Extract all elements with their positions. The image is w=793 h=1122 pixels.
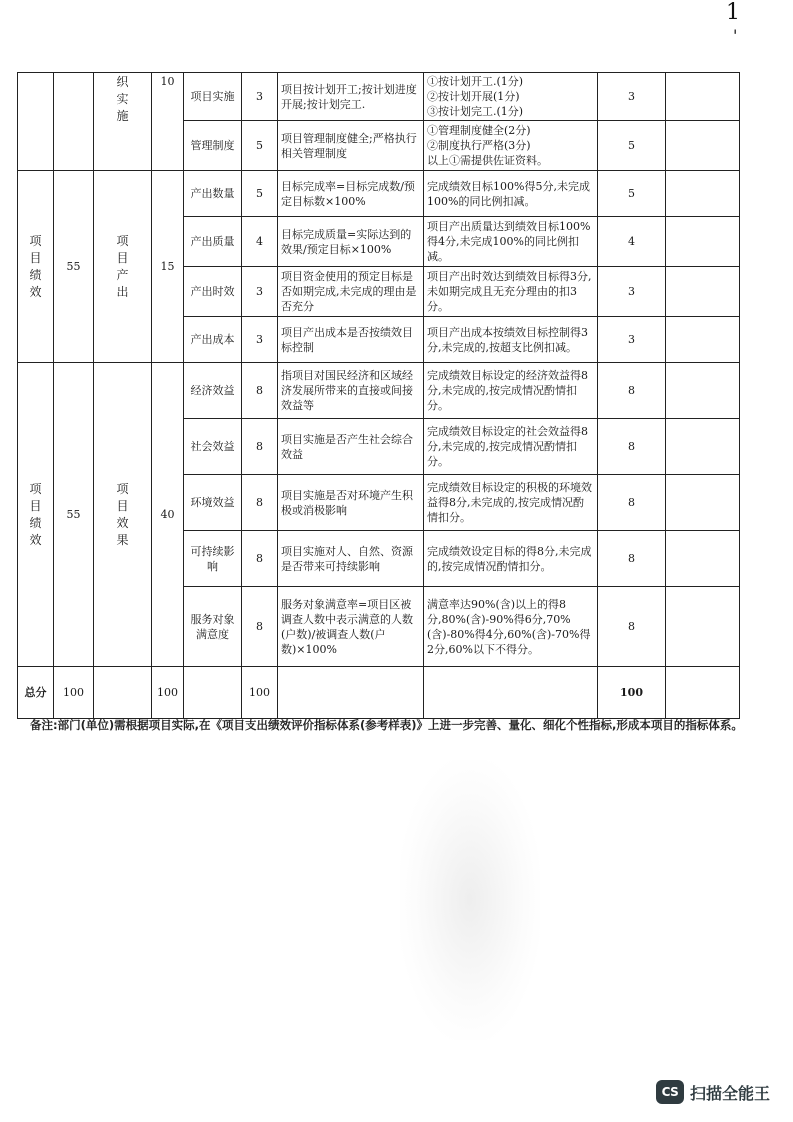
- total-score: 100: [242, 667, 278, 719]
- indicator-name: 产出数量: [184, 171, 242, 217]
- camscanner-icon: CS: [656, 1080, 684, 1104]
- indicator-name: 社会效益: [184, 419, 242, 475]
- indicator-description: 项目实施对人、自然、资源是否带来可持续影响: [278, 531, 424, 587]
- dimension-weight2: 40: [152, 363, 184, 667]
- dimension-level2: 项目产出: [94, 171, 152, 363]
- indicator-table: [17, 72, 740, 719]
- extra-cell: [666, 363, 740, 419]
- dimension-weight1: 55: [54, 363, 94, 667]
- dimension-level2: 项目效果: [94, 363, 152, 667]
- scoring-rule: 项目产出时效达到绩效目标得3分,未如期完成且无充分理由的扣3分。: [424, 267, 598, 317]
- indicator-description: 项目资金使用的预定目标是否如期完成,未完成的理由是否充分: [278, 267, 424, 317]
- extra-cell: [666, 121, 740, 171]
- indicator-score: 8: [242, 587, 278, 667]
- evaluation-result: 4: [598, 217, 666, 267]
- extra-cell: [666, 267, 740, 317]
- dimension-weight2: 15: [152, 171, 184, 363]
- footnote: 备注:部门(单位)需根据项目实际,在《项目支出绩效评价指标体系(参考样表)》上进一步完善、量化、细化个性指标,形成本项目的指标体系。: [30, 718, 743, 732]
- total-result: 100: [598, 667, 666, 719]
- total-empty: [184, 667, 242, 719]
- indicator-name: 项目实施: [184, 73, 242, 121]
- scoring-rule: 完成绩效设定目标的得8分,未完成的,按完成情况酌情扣分。: [424, 531, 598, 587]
- total-empty: [424, 667, 598, 719]
- extra-cell: [666, 73, 740, 121]
- indicator-description: 项目实施是否产生社会综合效益: [278, 419, 424, 475]
- indicator-score: 3: [242, 267, 278, 317]
- indicator-description: 项目管理制度健全;严格执行相关管理制度: [278, 121, 424, 171]
- evaluation-result: 8: [598, 475, 666, 531]
- table-row: [18, 363, 740, 419]
- indicator-name: 服务对象满意度: [184, 587, 242, 667]
- scan-mark: 1: [726, 0, 740, 25]
- indicator-description: 项目产出成本是否按绩效目标控制: [278, 317, 424, 363]
- indicator-name: 环境效益: [184, 475, 242, 531]
- evaluation-result: 8: [598, 363, 666, 419]
- total-empty: [278, 667, 424, 719]
- dimension-level2: 织实施: [94, 73, 152, 171]
- scan-mark: ': [733, 26, 738, 45]
- evaluation-result: 3: [598, 73, 666, 121]
- total-empty: [94, 667, 152, 719]
- scoring-rule: 完成绩效目标100%得5分,未完成100%的同比例扣减。: [424, 171, 598, 217]
- indicator-name: 可持续影响: [184, 531, 242, 587]
- evaluation-result: 5: [598, 121, 666, 171]
- indicator-score: 5: [242, 121, 278, 171]
- indicator-name: 产出时效: [184, 267, 242, 317]
- table-row: [18, 73, 740, 121]
- extra-cell: [666, 217, 740, 267]
- indicator-name: 经济效益: [184, 363, 242, 419]
- indicator-description: 指项目对国民经济和区域经济发展所带来的直接或间接效益等: [278, 363, 424, 419]
- total-label: 总分: [18, 667, 54, 719]
- total-weight1: 100: [54, 667, 94, 719]
- indicator-score: 4: [242, 217, 278, 267]
- extra-cell: [666, 587, 740, 667]
- scoring-rule: ①按计划开工.(1分) ②按计划开展(1分) ③按计划完工.(1分): [424, 73, 598, 121]
- evaluation-result: 5: [598, 171, 666, 217]
- scoring-rule: 完成绩效目标设定的积极的环境效益得8分,未完成的,按完成情况酌情扣分。: [424, 475, 598, 531]
- total-weight2: 100: [152, 667, 184, 719]
- watermark-text: 扫描全能王: [690, 1083, 771, 1103]
- indicator-name: 管理制度: [184, 121, 242, 171]
- indicator-name: 产出成本: [184, 317, 242, 363]
- scoring-rule: 项目产出成本按绩效目标控制得3分,未完成的,按超支比例扣减。: [424, 317, 598, 363]
- total-empty: [666, 667, 740, 719]
- indicator-score: 3: [242, 73, 278, 121]
- scoring-rule: 项目产出质量达到绩效目标100%得4分,未完成100%的同比例扣减。: [424, 217, 598, 267]
- extra-cell: [666, 317, 740, 363]
- indicator-description: 项目按计划开工;按计划进度开展;按计划完工.: [278, 73, 424, 121]
- evaluation-result: 8: [598, 419, 666, 475]
- dimension-weight1: 55: [54, 171, 94, 363]
- evaluation-result: 3: [598, 317, 666, 363]
- dimension-weight1: [54, 73, 94, 171]
- scoring-rule: ①管理制度健全(2分) ②制度执行严格(3分) 以上①需提供佐证资料。: [424, 121, 598, 171]
- table-row: [18, 171, 740, 217]
- scan-smudge: [400, 760, 540, 1040]
- dimension-level1: [18, 73, 54, 171]
- indicator-description: 项目实施是否对环境产生积极或消极影响: [278, 475, 424, 531]
- extra-cell: [666, 531, 740, 587]
- indicator-score: 8: [242, 531, 278, 587]
- dimension-weight2: 10: [152, 73, 184, 171]
- total-row: [18, 667, 740, 719]
- evaluation-result: 3: [598, 267, 666, 317]
- dimension-level1: 项目绩效: [18, 171, 54, 363]
- indicator-description: 目标完成质量=实际达到的效果/预定目标×100%: [278, 217, 424, 267]
- scoring-rule: 满意率达90%(含)以上的得8分,80%(含)-90%得6分,70%(含)-80%得4分,60%(含)-70%得2分,60%以下不得分。: [424, 587, 598, 667]
- indicator-score: 8: [242, 419, 278, 475]
- extra-cell: [666, 419, 740, 475]
- evaluation-result: 8: [598, 531, 666, 587]
- indicator-score: 8: [242, 475, 278, 531]
- dimension-level1: 项目绩效: [18, 363, 54, 667]
- scoring-rule: 完成绩效目标设定的社会效益得8分,未完成的,按完成情况酌情扣分。: [424, 419, 598, 475]
- indicator-score: 8: [242, 363, 278, 419]
- evaluation-result: 8: [598, 587, 666, 667]
- indicator-score: 5: [242, 171, 278, 217]
- indicator-description: 服务对象满意率=项目区被调查人数中表示满意的人数(户数)/被调查人数(户数)×100%: [278, 587, 424, 667]
- indicator-score: 3: [242, 317, 278, 363]
- extra-cell: [666, 475, 740, 531]
- scoring-rule: 完成绩效目标设定的经济效益得8分,未完成的,按完成情况酌情扣分。: [424, 363, 598, 419]
- indicator-description: 目标完成率=目标完成数/预定目标数×100%: [278, 171, 424, 217]
- scanner-watermark: [656, 1080, 770, 1104]
- extra-cell: [666, 171, 740, 217]
- indicator-name: 产出质量: [184, 217, 242, 267]
